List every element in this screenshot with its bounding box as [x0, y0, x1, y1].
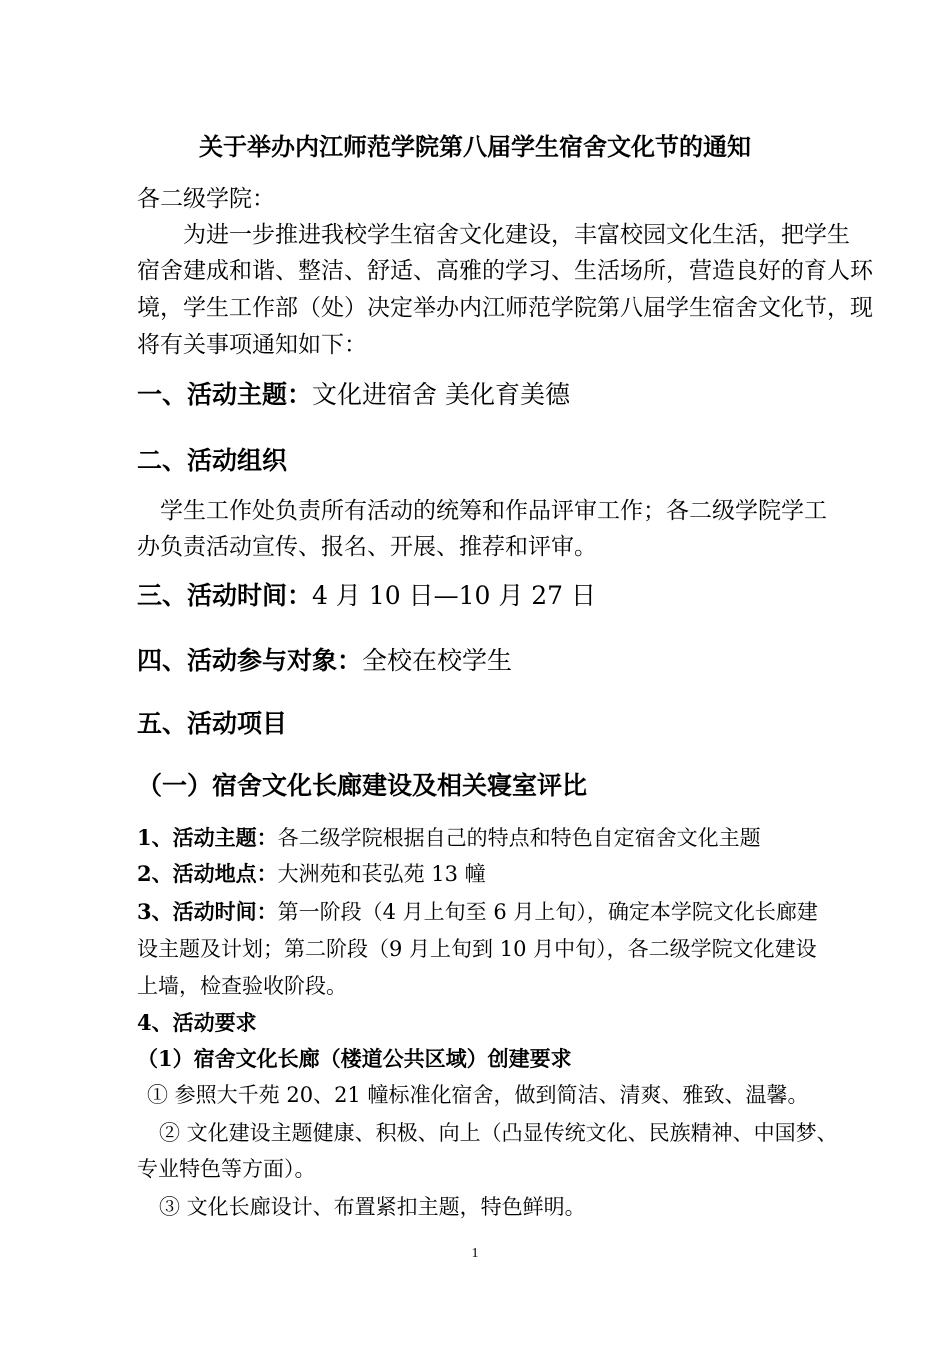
intro-line-4: 将有关事项通知如下： — [137, 332, 367, 358]
document-title: 关于举办内江师范学院第八届学生宿舍文化节的通知 — [199, 132, 751, 161]
requirement-point-2-cont: 专业特色等方面）。 — [137, 1157, 316, 1181]
item-time — [137, 897, 818, 927]
item-location-value: 大洲苑和苌弘苑 13 幢 — [277, 862, 486, 886]
section-time — [137, 581, 596, 611]
section-participants-label: 四、活动参与对象： — [137, 646, 363, 675]
section-time-value: 4 月 10 日—10 月 27 日 — [312, 581, 597, 610]
intro-line-3: 境，学生工作部（处）决定举办内江师范学院第八届学生宿舍文化节，现 — [137, 295, 873, 321]
intro-line-1: 为进一步推进我校学生宿舍文化建设，丰富校园文化生活，把学生 — [183, 222, 850, 248]
page-number: 1 — [471, 1246, 479, 1261]
item-time-line-3: 上墙，检查验收阶段。 — [137, 974, 347, 998]
item-time-line-2: 设主题及计划；第二阶段（9 月上旬到 10 月中旬），各二级学院文化建设 — [137, 937, 817, 961]
section-participants-value: 全校在校学生 — [362, 646, 513, 675]
section-theme — [137, 380, 570, 410]
item-theme-value: 各二级学院根据自己的特点和特色自定宿舍文化主题 — [277, 826, 761, 850]
requirement-heading: （1）宿舍文化长廊（楼道公共区域）创建要求 — [137, 1046, 572, 1071]
section-participants — [137, 646, 512, 676]
section-projects: 五、活动项目 — [137, 709, 288, 738]
section-theme-value: 文化进宿舍 美化育美德 — [312, 380, 570, 409]
section-time-label: 三、活动时间： — [137, 581, 313, 610]
organization-line-1: 学生工作处负责所有活动的统筹和作品评审工作；各二级学院学工 — [160, 498, 827, 524]
intro-line-2: 宿舍建成和谐、整洁、舒适、高雅的学习、生活场所，营造良好的育人环 — [137, 258, 873, 284]
requirement-point-3: ③ 文化长廊设计、布置紧扣主题，特色鲜明。 — [159, 1195, 586, 1219]
item-location — [137, 859, 486, 889]
item-time-value: 第一阶段（4 月上旬至 6 月上旬），确定本学院文化长廊建 — [277, 900, 818, 924]
item-requirements: 4、活动要求 — [137, 1010, 257, 1035]
item-theme — [137, 823, 761, 853]
requirement-point-1: ① 参照大千苑 20、21 幢标准化宿舍，做到简洁、清爽、雅致、温馨。 — [147, 1083, 809, 1107]
section-organization: 二、活动组织 — [137, 446, 288, 475]
salutation: 各二级学院： — [137, 186, 275, 212]
section-theme-label: 一、活动主题： — [137, 380, 313, 409]
requirement-point-2: ② 文化建设主题健康、积极、向上（凸显传统文化、民族精神、中国梦、 — [159, 1121, 838, 1145]
subsection-heading: （一）宿舍文化长廊建设及相关寝室评比 — [137, 771, 588, 800]
organization-line-2: 办负责活动宣传、报名、开展、推荐和评审。 — [137, 534, 597, 560]
item-location-label: 2、活动地点： — [137, 861, 278, 886]
item-theme-label: 1、活动主题： — [137, 825, 278, 850]
item-time-label: 3、活动时间： — [137, 899, 278, 924]
